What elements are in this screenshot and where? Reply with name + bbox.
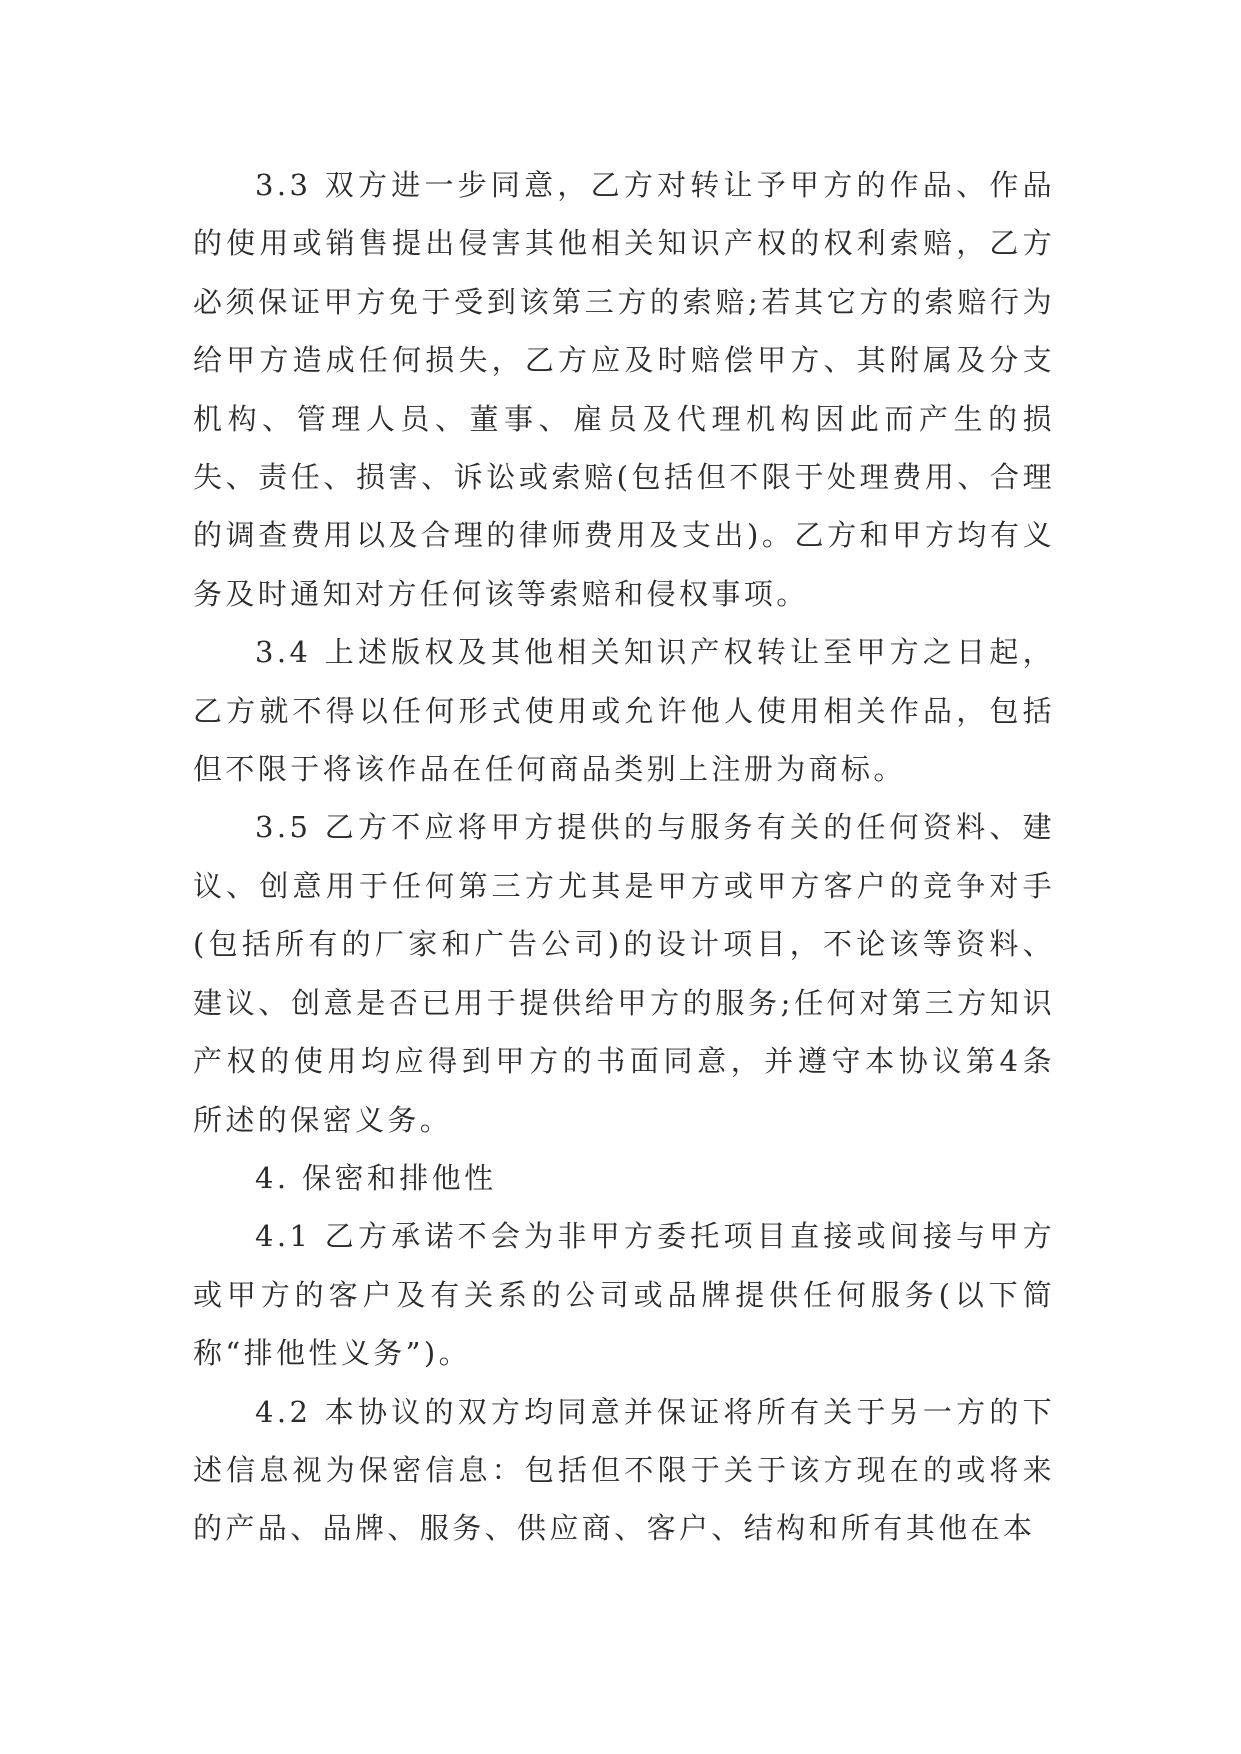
clause-4-2-paragraph: 4.2 本协议的双方均同意并保证将所有关于另一方的下述信息视为保密信息：包括但不限于关于该方现在的或将来的产品、品牌、服务、供应商、客户、结构和所有其他在本 <box>193 1394 1055 1546</box>
clause-3-3-paragraph: 3.3 双方进一步同意，乙方对转让予甲方的作品、作品的使用或销售提出侵害其他相关知识产权的权利索赔，乙方必须保证甲方免于受到该第三方的索赔;若其它方的索赔行为给甲方造成任何损失，乙方应及时赔偿甲方、其附属及分支机构、管理人员、董事、雇员及代理机构因此而产生的损失、责任、损害、诉讼或索赔(包括但不限于处理费用、合理的调查费用以及合理的律师费用及支出)。乙方和甲方均有义务及时通知对方任何该等索赔和侵权事项。 <box>193 168 1055 611</box>
clause-3-5-paragraph: 3.5 乙方不应将甲方提供的与服务有关的任何资料、建议、创意用于任何第三方尤其是甲方或甲方客户的竞争对手(包括所有的厂家和广告公司)的设计项目，不论该等资料、建议、创意是否已用于提供给甲方的服务;任何对第三方知识产权的使用均应得到甲方的书面同意，并遵守本协议第4条所述的保密义务。 <box>193 810 1055 1137</box>
clause-4-1-paragraph: 4.1 乙方承诺不会为非甲方委托项目直接或间接与甲方或甲方的客户及有关系的公司或品牌提供任何服务(以下简称“排他性义务”)。 <box>193 1219 1055 1371</box>
clause-3-4-paragraph: 3.4 上述版权及其他相关知识产权转让至甲方之日起，乙方就不得以任何形式使用或允许他人使用相关作品，包括但不限于将该作品在任何商品类别上注册为商标。 <box>193 635 1055 787</box>
document-body <box>193 156 1055 1558</box>
section-4-heading: 4. 保密和排他性 <box>255 1160 497 1195</box>
